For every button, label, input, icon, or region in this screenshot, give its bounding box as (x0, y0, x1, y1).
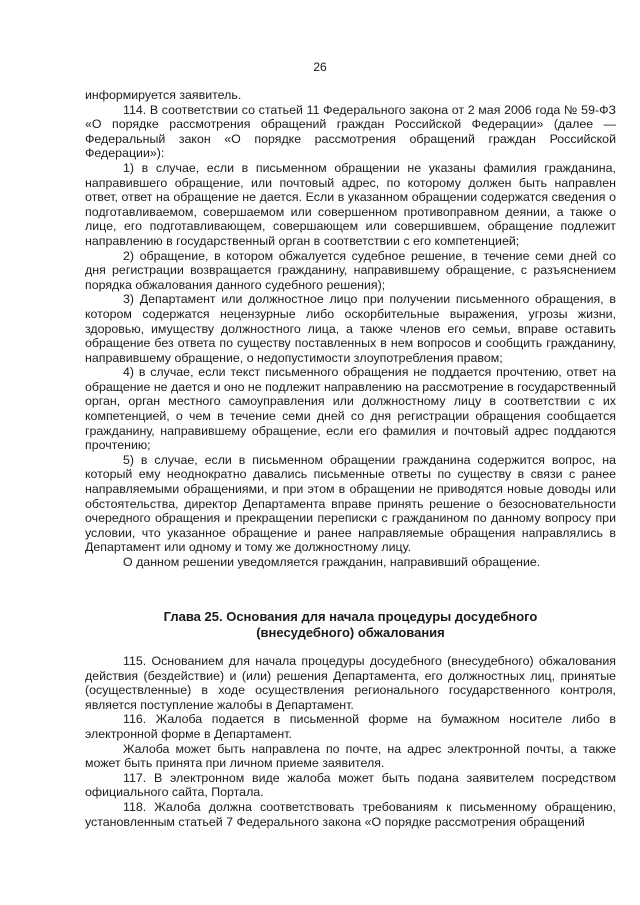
paragraph-114-item-2: 2) обращение, в котором обжалуется судебное решение, в течение семи дней со дня регистрации возвращается гражданину, направившему обращение, с разъяснением порядка обжалования данного судебного решения); (85, 248, 616, 292)
paragraph-116-delivery: Жалоба может быть направлена по почте, на адрес электронной почты, а также может быть принята при личном приеме заявителя. (85, 741, 616, 771)
paragraph-114-item-3: 3) Департамент или должностное лицо при получении письменного обращения, в котором содержатся нецензурные либо оскорбительные выражения, угрозы жизни, здоровью, имуществу должностного лица, а также членов его семьи, вправе оставить обращение без ответа по существу поставленных в нем вопросов и сообщить гражданину, направившему обращение, о недопустимости злоупотребления правом; (85, 292, 616, 365)
chapter-heading-line-1: Глава 25. Основания для начала процедуры досудебного (163, 609, 538, 624)
paragraph-114-item-4: 4) в случае, если текст письменного обращения не поддается прочтению, ответ на обращение не дается и оно не подлежит направлению на рассмотрение в государственный орган, орган местного самоуправления или должностному лицу в соответствии с их компетенцией, о чем в течение семи дней со дня регистрации обращения сообщается гражданину, направившему обращение, если его фамилия и почтовый адрес поддаются прочтению; (85, 365, 617, 453)
paragraph-115: 115. Основанием для начала процедуры досудебного (внесудебного) обжалования действия (бездействие) и (или) решения Департамента, его должностных лиц, принятые (осуществленные) в ходе осуществления регионального государственного контроля, является поступление жалобы в Департамент. (85, 654, 616, 712)
chapter-heading-line-2: (внесудебного) обжалования (256, 625, 445, 640)
paragraph-114-item-1: 1) в случае, если в письменном обращении не указаны фамилия гражданина, направившего обращение, или почтовый адрес, по которому должен быть направлен ответ, ответ на обращение не дается. Если в указанном обращении содержатся сведения о подготавливаемом, совершаемом или совершенном противоправном деянии, а также о лице, его подготавливающем, совершающем или совершившем, обращение подлежит направлению в государственный орган в соответствии с его компетенцией; (85, 160, 616, 248)
paragraph-continuation: информируется заявитель. (85, 88, 242, 102)
paragraph-114-item-5: 5) в случае, если в письменном обращении гражданина содержится вопрос, на который ему неоднократно давались письменные ответы по существу в связи с ранее направляемыми обращениями, и при этом в обращении не приводятся новые доводы или обстоятельства, директор Департамента вправе принять решение о безосновательности очередного обращения и прекращении переписки с гражданином по данному вопросу при условии, что указанное обращение и ранее направляемые обращения направлялись в Департамент или одному и тому же должностному лицу. (85, 452, 616, 555)
page-number: 26 (313, 60, 327, 74)
body-text-after-chapter (85, 654, 616, 829)
paragraph-decision-notice: О данном решении уведомляется гражданин, направивший обращение. (123, 555, 541, 569)
paragraph-117: 117. В электронном виде жалоба может быть подана заявителем посредством официального сайта, Портала. (85, 770, 616, 800)
paragraph-114: 114. В соответствии со статьей 11 Федерального закона от 2 мая 2006 года № 59-ФЗ «О порядке рассмотрения обращений граждан Российской Федерации» (далее — Федеральный закон «О порядке рассмотрения обращений граждан Российской Федерации»): (85, 102, 616, 161)
body-text-before-chapter (85, 88, 616, 570)
paragraph-116: 116. Жалоба подается в письменной форме на бумажном носителе либо в электронной форме в Департамент. (85, 712, 616, 741)
paragraph-118: 118. Жалоба должна соответствовать требованиям к письменному обращению, установленным статьей 7 Федерального закона «О порядке рассмотрения обращений (85, 799, 616, 829)
chapter-heading (85, 609, 616, 641)
